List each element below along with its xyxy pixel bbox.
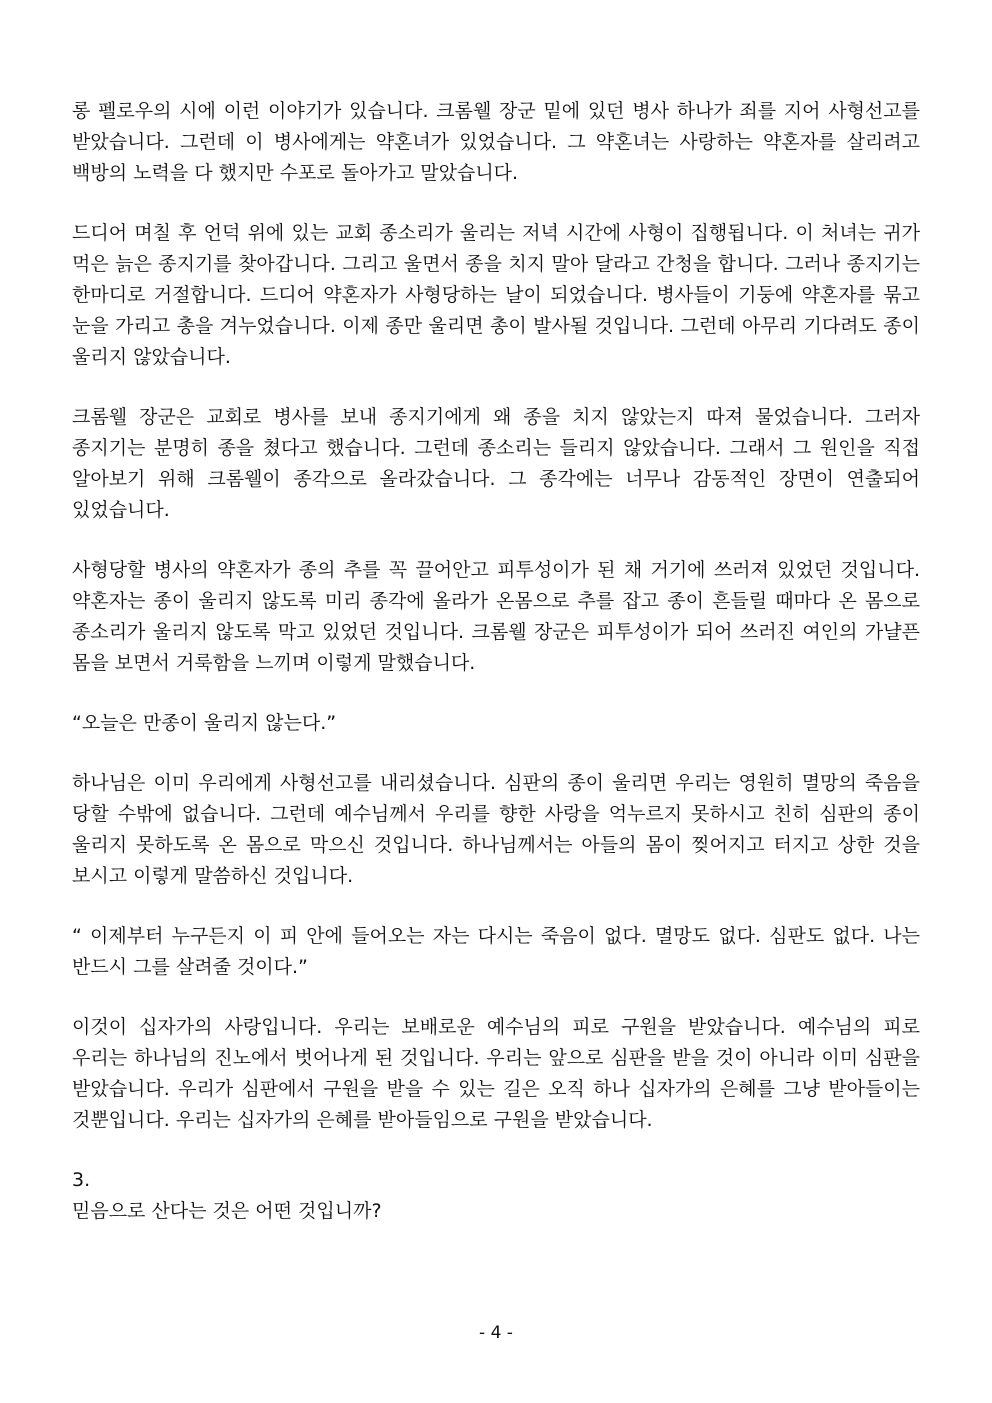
section-block [72, 1165, 920, 1227]
paragraph: 드디어 며칠 후 언덕 위에 있는 교회 종소리가 울리는 저녁 시간에 사형이 집행됩니다. 이 처녀는 귀가 먹은 늙은 종지기를 찾아갑니다. 그리고 울면서 종을 치지 말아 달라고 간청을 합니다. 그러나 종지기는 한마디로 거절합니다. 드디어 약혼자가 사형당하는 날이 되었습니다. 병사들이 기둥에 약혼자를 묶고 눈을 가리고 총을 겨누었습니다. 이제 종만 울리면 총이 발사될 것입니다. 그런데 아무리 기다려도 종이 울리지 않았습니다. [72, 222, 920, 368]
paragraph: 사형당할 병사의 약혼자가 종의 추를 꼭 끌어안고 피투성이가 된 채 거기에 쓰러져 있었던 것입니다. 약혼자는 종이 울리지 않도록 미리 종각에 올라가 온몸으로 추를 잡고 종이 흔들릴 때마다 온 몸으로 종소리가 울리지 않도록 막고 있었던 것입니다. 크롬웰 장군은 피투성이가 되어 쓰러진 여인의 가냘픈 몸을 보면서 거룩함을 느끼며 이렇게 말했습니다. [72, 559, 920, 674]
paragraph: 하나님은 이미 우리에게 사형선고를 내리셨습니다. 심판의 종이 울리면 우리는 영원히 멸망의 죽음을 당할 수밖에 없습니다. 그런데 예수님께서 우리를 향한 사랑을 억누르지 못하시고 친히 심판의 종이 울리지 못하도록 온 몸으로 막으신 것입니다. 하나님께서는 아들의 몸이 찢어지고 터지고 상한 것을 보시고 이렇게 말씀하신 것입니다. [72, 772, 920, 887]
section-number: 3. [72, 1169, 91, 1191]
quote-paragraph: “오늘은 만종이 울리지 않는다.” [72, 712, 337, 734]
quote-paragraph: “ 이제부터 누구든지 이 피 안에 들어오는 자는 다시는 죽음이 없다. 멸망도 없다. 심판도 없다. 나는 반드시 그를 살려줄 것이다.” [72, 925, 920, 978]
section-heading: 믿음으로 산다는 것은 어떤 것입니까? [72, 1200, 382, 1222]
paragraph: 롱 펠로우의 시에 이런 이야기가 있습니다. 크롬웰 장군 밑에 있던 병사 하나가 죄를 지어 사형선고를 받았습니다. 그런데 이 병사에게는 약혼녀가 있었습니다. 그 약혼녀는 사랑하는 약혼자를 살리려고 백방의 노력을 다 했지만 수포로 돌아가고 말았습니다. [72, 100, 920, 184]
document-body [72, 96, 920, 1227]
page-number: - 4 - [479, 1323, 513, 1343]
paragraph: 이것이 십자가의 사랑입니다. 우리는 보배로운 예수님의 피로 구원을 받았습니다. 예수님의 피로 우리는 하나님의 진노에서 벗어나게 된 것입니다. 우리는 앞으로 심판을 받을 것이 아니라 이미 심판을 받았습니다. 우리가 심판에서 구원을 받을 수 있는 길은 오직 하나 십자가의 은혜를 그냥 받아들이는 것뿐입니다. 우리는 십자가의 은혜를 받아들임으로 구원을 받았습니다. [72, 1016, 920, 1131]
paragraph: 크롬웰 장군은 교회로 병사를 보내 종지기에게 왜 종을 치지 않았는지 따져 물었습니다. 그러자 종지기는 분명히 종을 쳤다고 했습니다. 그런데 종소리는 들리지 않았습니다. 그래서 그 원인을 직접 알아보기 위해 크롬웰이 종각으로 올라갔습니다. 그 종각에는 너무나 감동적인 장면이 연출되어 있었습니다. [72, 406, 920, 521]
